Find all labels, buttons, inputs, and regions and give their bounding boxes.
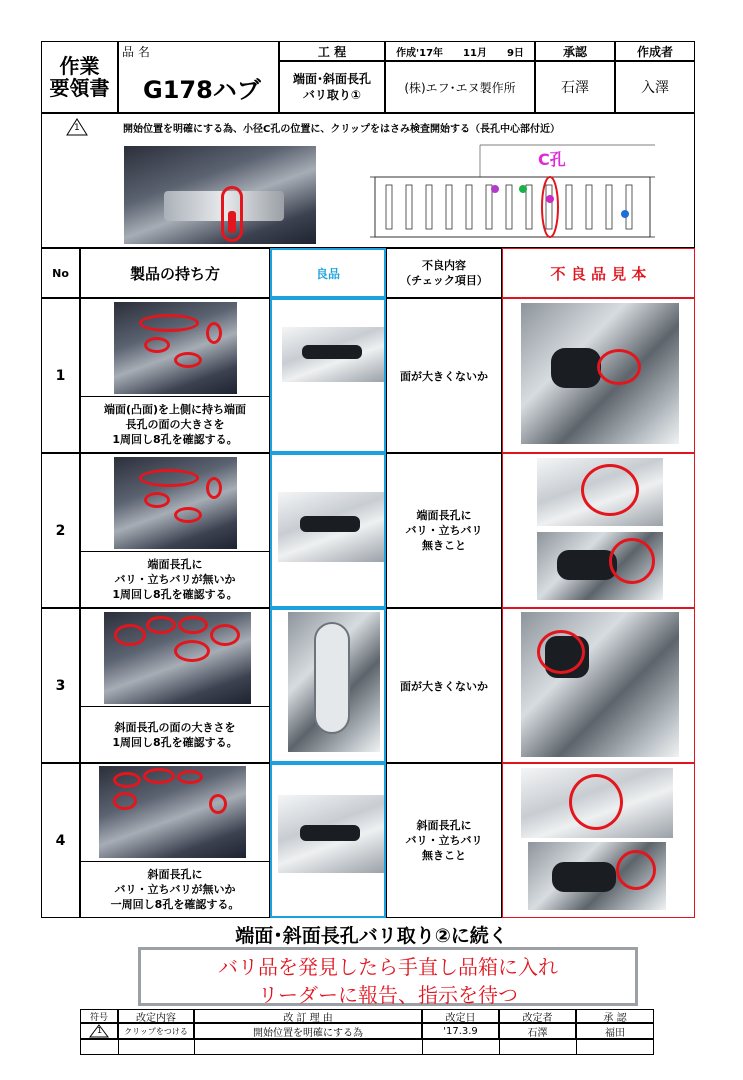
rev-header-content: 改定内容	[118, 1009, 194, 1023]
hub-drawing	[370, 137, 655, 245]
row-1-check: 面が大きくないか	[386, 298, 502, 453]
author-label: 作成者	[615, 41, 695, 61]
process-label: 工 程	[279, 41, 385, 61]
product-label: 品 名	[122, 45, 150, 59]
rev-divider	[499, 1039, 500, 1055]
row-3-defect-photo	[521, 612, 679, 757]
row-2-good-photo	[278, 492, 384, 562]
row-3-check: 面が大きくないか	[386, 608, 502, 763]
rev-header-symbol: 符号	[80, 1009, 118, 1023]
rev-row-content: クリップをつける	[118, 1023, 194, 1039]
row-2-defect-photo-bottom	[537, 532, 663, 600]
rev-divider	[422, 1039, 423, 1055]
rev-divider	[194, 1039, 195, 1055]
row-4-caption: 斜面長孔に バリ・立ちバリが無いか 一周回し8孔を確認する。	[80, 861, 270, 918]
row-1-no: 1	[41, 298, 80, 453]
rev-row-symbol: 1	[80, 1023, 118, 1039]
rev-header-reason: 改 訂 理 由	[194, 1009, 422, 1023]
author-name: 入澤	[615, 61, 695, 113]
doc-title: 作業 要領書	[41, 41, 118, 113]
row-2-check: 端面長孔に バリ・立ちバリ 無きこと	[386, 453, 502, 608]
row-4-good-photo	[278, 795, 384, 873]
row-3-good-photo	[288, 612, 380, 752]
product-cell	[118, 41, 279, 113]
product-name: G178ハブ	[143, 76, 261, 104]
rev-row-reviser: 石澤	[499, 1023, 576, 1039]
revision-mark-icon: 1	[66, 118, 88, 136]
row-4-check: 斜面長孔に バリ・立ちバリ 無きこと	[386, 763, 502, 918]
continue-text: 端面･斜面長孔バリ取り②に続く	[235, 925, 508, 947]
warning-line-1: バリ品を発見したら手直し品箱に入れ	[218, 955, 558, 979]
rev-header-reviser: 改定者	[499, 1009, 576, 1023]
header-no: No	[41, 248, 80, 298]
row-2-defect-photo-top	[537, 458, 663, 526]
header-good: 良品	[270, 248, 386, 298]
row-3-holding-photo	[104, 612, 251, 704]
rev-empty-row	[80, 1039, 654, 1055]
row-2-caption: 端面長孔に バリ・立ちバリが無いか 1周回し8孔を確認する。	[80, 551, 270, 608]
rev-row-approver: 福田	[576, 1023, 654, 1039]
row-2-holding-photo	[114, 457, 237, 549]
created-date: 作成'17年 11月 9日	[385, 41, 535, 61]
row-4-defect-photo-top	[521, 768, 673, 838]
rev-divider	[576, 1039, 577, 1055]
process-value: 端面･斜面長孔 バリ取り①	[279, 61, 385, 113]
rev-header-approve: 承 認	[576, 1009, 654, 1023]
row-1-caption: 端面(凸面)を上側に持ち端面 長孔の面の大きさを 1周回し8孔を確認する。	[80, 396, 270, 453]
header-holding: 製品の持ち方	[80, 248, 270, 298]
approver-name: 石澤	[535, 61, 615, 113]
row-1-defect-photo	[521, 303, 679, 444]
warning-line-2: リーダーに報告、指示を待つ	[258, 983, 518, 1007]
approve-label: 承認	[535, 41, 615, 61]
rev-row-date: '17.3.9	[422, 1023, 499, 1039]
notice-text: 開始位置を明確にする為、小径C孔の位置に、クリップをはさみ検査開始する（長孔中心部付近）	[123, 124, 560, 135]
row-2-no: 2	[41, 453, 80, 608]
c-hole-label: C孔	[538, 150, 566, 169]
company-name: (株)エフ･エヌ製作所	[385, 61, 535, 113]
row-1-holding-photo	[114, 302, 237, 394]
row-3-no: 3	[41, 608, 80, 763]
rev-header-date: 改定日	[422, 1009, 499, 1023]
rev-row-reason: 開始位置を明確にする為	[194, 1023, 422, 1039]
row-3-caption: 斜面長孔の面の大きさを 1周回し8孔を確認する。	[80, 706, 270, 763]
header-defect-content: 不良内容 （チェック項目）	[386, 248, 502, 298]
row-4-no: 4	[41, 763, 80, 918]
header-defect-sample: 不 良 品 見 本	[502, 248, 695, 298]
row-1-good-photo	[282, 327, 384, 382]
rev-divider	[118, 1039, 119, 1055]
holding-photo	[124, 146, 316, 244]
row-4-holding-photo	[99, 766, 246, 858]
row-4-defect-photo-bottom	[528, 842, 666, 910]
